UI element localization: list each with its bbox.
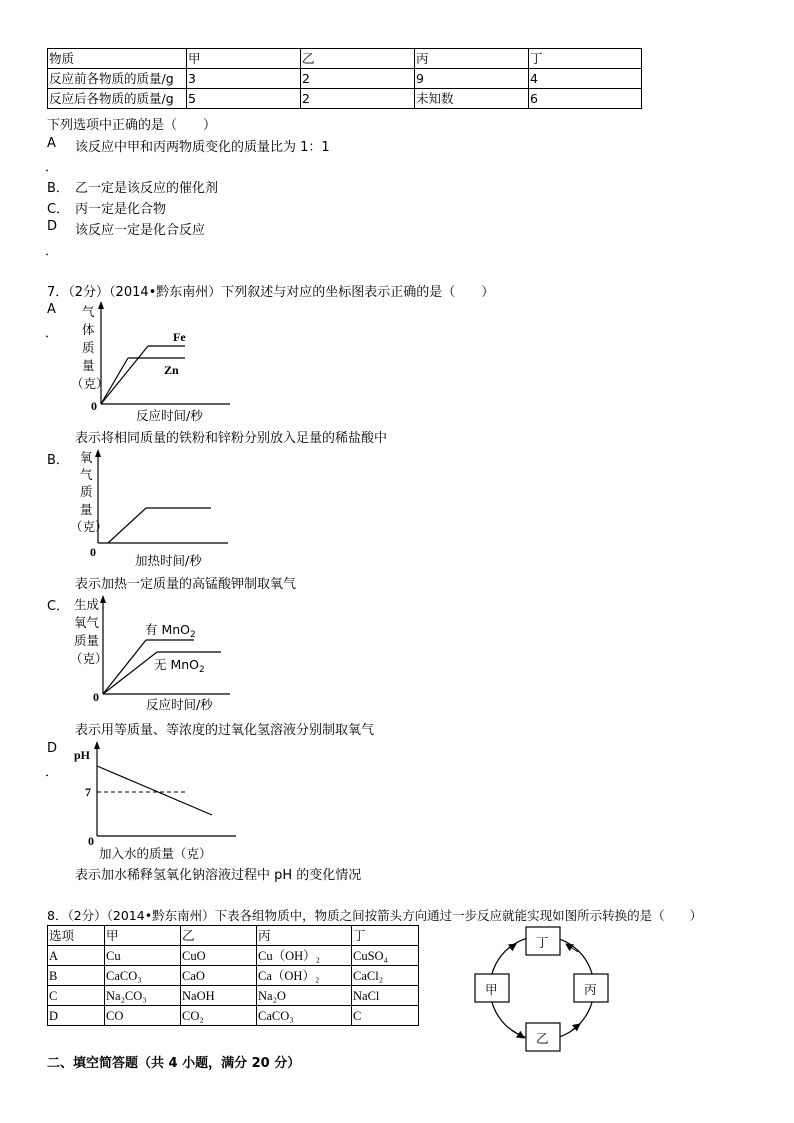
y-label-char: 体 [82, 322, 95, 337]
table-cell: C [352, 1006, 419, 1026]
y-label-char: （克） [70, 519, 108, 534]
mass-table [47, 48, 642, 109]
q7-option-c-caption: 表示用等质量、等浓度的过氧化氢溶液分别制取氧气 [75, 723, 375, 738]
table-cell: A [48, 946, 105, 966]
table-cell: 甲 [105, 926, 181, 946]
y-label-char: 氧 [80, 450, 93, 465]
q8-table [47, 925, 419, 1026]
q7-option-d-letter: D [47, 741, 58, 756]
ph-curve [97, 766, 212, 815]
table-cell: CuO [181, 946, 257, 966]
y-label-char: 气 [82, 304, 95, 319]
table-cell: Na₂O [257, 986, 352, 1006]
q7-option-a-letter: A [47, 302, 56, 317]
oxygen-curve [108, 508, 146, 543]
fe-curve [101, 346, 148, 404]
q6-option-a-letter: A [47, 136, 56, 151]
table-cell: CaO [181, 966, 257, 986]
q6-option-c-text: 丙一定是化合物 [75, 202, 167, 217]
table-cell: 丙 [415, 49, 529, 69]
table-cell: 未知数 [415, 89, 529, 109]
without-mno2-label: 无 MnO$_2$ [154, 657, 205, 675]
table-cell: B [48, 966, 105, 986]
table-cell: 5 [187, 89, 301, 109]
table-cell: CaCl₂ [352, 966, 419, 986]
zn-label: Zn [164, 363, 179, 377]
table-cell: CuSO₄ [352, 946, 419, 966]
y-label-char: （克） [71, 376, 109, 391]
q7-option-d-caption: 表示加水稀释氢氧化钠溶液过程中 pH 的变化情况 [75, 868, 362, 883]
y-label-char: 质 [82, 340, 95, 355]
table-cell: Ca（OH）₂ [257, 966, 352, 986]
table-cell: 2 [301, 69, 415, 89]
label-ding: 丁 [536, 935, 549, 950]
graph-b [70, 448, 240, 571]
q6-prompt: 下列选项中正确的是（ ） [47, 118, 217, 133]
table-cell: 9 [415, 69, 529, 89]
origin-label: 0 [91, 399, 97, 413]
table-cell: 3 [187, 69, 301, 89]
y-label-char: 质 [80, 484, 93, 499]
y-axis-arrow [94, 741, 100, 749]
table-cell: 选项 [48, 926, 105, 946]
y-axis-label: pH [74, 748, 91, 762]
y-label-char: 量 [80, 502, 93, 517]
q6-option-c-letter: C． [47, 202, 70, 217]
table-cell: 物质 [48, 49, 187, 69]
q6-option-d-text: 该反应一定是化合反应 [75, 223, 206, 238]
q7-stem: 7．（2分）（2014•黔东南州）下列叙述与对应的坐标图表示正确的是（ ） [47, 285, 495, 300]
x-axis-label: 反应时间/秒 [146, 697, 213, 712]
table-cell: C [48, 986, 105, 1006]
table-cell: CaCO₃ [105, 966, 181, 986]
table-row [48, 89, 642, 109]
table-cell: CaCO₃ [257, 1006, 352, 1026]
table-row [48, 986, 419, 1006]
ph-7-tick: 7 [85, 785, 91, 799]
table-cell: 丁 [352, 926, 419, 946]
graph-c [70, 594, 240, 712]
q6-option-d-dot: ． [45, 244, 59, 259]
y-axis-arrow [98, 301, 104, 309]
table-row [48, 69, 642, 89]
table-cell: 乙 [181, 926, 257, 946]
table-cell: NaOH [181, 986, 257, 1006]
table-cell: Cu [105, 946, 181, 966]
q7-option-a-caption: 表示将相同质量的铁粉和锌粉分别放入足量的稀盐酸中 [75, 431, 388, 446]
origin-label: 0 [88, 834, 94, 848]
y-label-char: 量 [82, 358, 95, 373]
table-cell: Cu（OH）₂ [257, 946, 352, 966]
q8-table-header [48, 926, 419, 946]
table-row [48, 946, 419, 966]
section-heading: 二、填空简答题（共 4 小题，满分 20 分） [47, 1056, 301, 1071]
graph-a [70, 300, 240, 425]
q6-option-b-text: 乙一定是该反应的催化剂 [75, 181, 219, 196]
table-cell: 反应后各物质的质量/g [48, 89, 187, 109]
table-cell: Na₂CO₃ [105, 986, 181, 1006]
label-jia: 甲 [485, 982, 498, 997]
x-axis-label: 加入水的质量（克） [99, 846, 212, 861]
table-cell: 6 [529, 89, 642, 109]
q7-option-c-letter: C． [47, 599, 70, 614]
origin-label: 0 [93, 690, 99, 704]
graph-d [70, 740, 250, 862]
with-mno2-label: 有 MnO$_2$ [145, 622, 196, 640]
origin-label: 0 [90, 545, 96, 559]
without-mno2-curve [103, 652, 157, 694]
table-cell: 乙 [301, 49, 415, 69]
mass-table-header [48, 49, 642, 69]
q7-option-b-caption: 表示加热一定质量的高锰酸钾制取氧气 [75, 577, 297, 592]
y-label-line: 生成 [74, 597, 100, 612]
table-cell: 4 [529, 69, 642, 89]
table-cell: 反应前各物质的质量/g [48, 69, 187, 89]
q7-option-a-dot: ． [45, 326, 59, 341]
fe-label: Fe [173, 330, 186, 344]
x-axis-label: 反应时间/秒 [136, 408, 203, 423]
table-cell: D [48, 1006, 105, 1026]
q7-option-b-letter: B． [47, 453, 69, 468]
table-cell: 甲 [187, 49, 301, 69]
arrow-jia-to-yi [512, 1030, 524, 1038]
y-axis-arrow [100, 595, 106, 603]
table-row [48, 1006, 419, 1026]
table-row [48, 966, 419, 986]
table-cell: CO [105, 1006, 181, 1026]
y-label-line: （克） [70, 651, 108, 666]
cycle-diagram [460, 920, 630, 1055]
table-cell: CO₂ [181, 1006, 257, 1026]
y-axis-arrow [95, 449, 101, 457]
q6-option-b-letter: B． [47, 181, 69, 196]
q8-stem: 8．（2分）（2014•黔东南州）下表各组物质中，物质之间按箭头方向通过一步反应就能实现如图所示转换的是（ ） [47, 908, 703, 923]
q7-option-d-dot: ． [45, 765, 59, 780]
label-yi: 乙 [536, 1031, 549, 1046]
q6-option-a-dot: ． [45, 160, 59, 175]
x-axis-label: 加热时间/秒 [135, 553, 202, 568]
y-label-char: 气 [80, 467, 93, 482]
with-mno2-curve [103, 640, 146, 694]
label-bing: 丙 [584, 982, 597, 997]
table-cell: NaCl [352, 986, 419, 1006]
arrow-yi-to-bing [572, 1024, 580, 1030]
table-cell: 丙 [257, 926, 352, 946]
table-cell: 丁 [529, 49, 642, 69]
y-label-line: 氧气 [74, 615, 100, 630]
q6-option-d-letter: D [47, 219, 58, 234]
q6-option-a-text: 该反应中甲和丙两物质变化的质量比为 1：1 [75, 140, 330, 155]
y-label-line: 质量 [74, 633, 100, 648]
table-cell: 2 [301, 89, 415, 109]
